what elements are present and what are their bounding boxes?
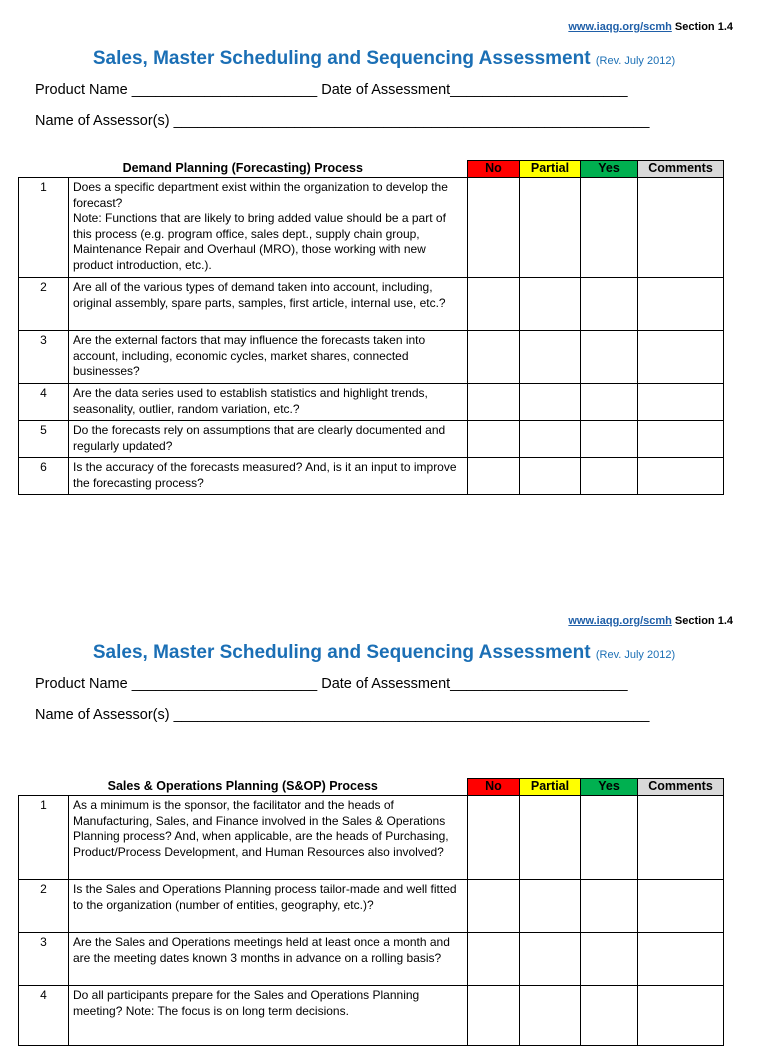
row-number: 1 xyxy=(19,796,69,880)
question-text: Do all participants prepare for the Sales and Operations Planning meeting? Note: The focus is on long term decisions. xyxy=(69,986,468,1046)
cell-no[interactable] xyxy=(468,880,520,933)
table-row xyxy=(19,331,724,384)
question-text: Are the data series used to establish statistics and highlight trends, seasonality, outlier, random variation, etc.? xyxy=(69,384,468,421)
cell-no[interactable] xyxy=(468,933,520,986)
row-number: 1 xyxy=(19,178,69,278)
title-rev: (Rev. July 2012) xyxy=(595,649,676,661)
cell-yes[interactable] xyxy=(581,986,638,1046)
cell-comments[interactable] xyxy=(638,986,724,1046)
section-heading: Demand Planning (Forecasting) Process xyxy=(19,161,468,178)
cell-partial[interactable] xyxy=(520,458,581,495)
cell-no[interactable] xyxy=(468,278,520,331)
cell-yes[interactable] xyxy=(581,880,638,933)
cell-yes[interactable] xyxy=(581,458,638,495)
section-label: Section 1.4 xyxy=(674,615,733,627)
cell-no[interactable] xyxy=(468,331,520,384)
table-row xyxy=(19,933,724,986)
cell-no[interactable] xyxy=(468,458,520,495)
table-row xyxy=(19,278,724,331)
cell-yes[interactable] xyxy=(581,178,638,278)
cell-no[interactable] xyxy=(468,384,520,421)
question-text: Are the Sales and Operations meetings held at least once a month and are the meeting dates known 3 months in advance on a rolling basis? xyxy=(69,933,468,986)
col-yes: Yes xyxy=(581,779,638,796)
cell-partial[interactable] xyxy=(520,384,581,421)
cell-partial[interactable] xyxy=(520,331,581,384)
title-main: Sales, Master Scheduling and Sequencing Assessment xyxy=(92,642,591,663)
row-number: 6 xyxy=(19,458,69,495)
question-text xyxy=(69,178,468,278)
cell-partial[interactable] xyxy=(520,178,581,278)
cell-comments[interactable] xyxy=(638,933,724,986)
cell-partial[interactable] xyxy=(520,421,581,458)
question-text: Is the Sales and Operations Planning process tailor-made and well fitted to the organization (number of entities, geography, etc.)? xyxy=(69,880,468,933)
question-text: As a minimum is the sponsor, the facilitator and the heads of Manufacturing, Sales, and Finance involved in the Sales & Operations Planning process? And, when applicable, are the heads of Purchasing, Product/Process Development, and Human Resources also involved? xyxy=(69,796,468,880)
cell-no[interactable] xyxy=(468,986,520,1046)
title-main: Sales, Master Scheduling and Sequencing Assessment xyxy=(92,48,591,69)
section-label: Section 1.4 xyxy=(674,21,733,33)
date-of-assessment-field[interactable]: Date of Assessment______________________ xyxy=(321,82,628,98)
question-text: Is the accuracy of the forecasts measured? And, is it an input to improve the forecasting process? xyxy=(69,458,468,495)
cell-partial[interactable] xyxy=(520,278,581,331)
cell-yes[interactable] xyxy=(581,384,638,421)
cell-comments[interactable] xyxy=(638,331,724,384)
product-name-field[interactable]: Product Name _______________________ xyxy=(35,82,318,98)
iaqg-link[interactable]: www.iaqg.org/scmh xyxy=(568,21,672,33)
cell-comments[interactable] xyxy=(638,880,724,933)
question-text-body: Does a specific department exist within the organization to develop the forecast? Note: Functions that are likely to bring added value should be a part of this process (e.g. program office, sales dept., supply chain group, Maintenance Repair and Overhaul (MRO), those working with new product introduction, etc.). xyxy=(73,180,448,272)
question-text: Are the external factors that may influence the forecasts taken into account, including, economic cycles, market shares, connected businesses? xyxy=(69,331,468,384)
title-rev: (Rev. July 2012) xyxy=(595,55,676,67)
cell-yes[interactable] xyxy=(581,421,638,458)
cell-comments[interactable] xyxy=(638,458,724,495)
cell-yes[interactable] xyxy=(581,933,638,986)
row-number: 4 xyxy=(19,384,69,421)
table-row xyxy=(19,178,724,278)
header-reference xyxy=(568,21,733,33)
page-title xyxy=(0,48,768,70)
date-of-assessment-field[interactable]: Date of Assessment______________________ xyxy=(321,676,628,692)
cell-yes[interactable] xyxy=(581,331,638,384)
question-text: Are all of the various types of demand taken into account, including, original assembly, spare parts, samples, first article, internal use, etc.? xyxy=(69,278,468,331)
cell-comments[interactable] xyxy=(638,421,724,458)
cell-partial[interactable] xyxy=(520,986,581,1046)
cell-comments[interactable] xyxy=(638,278,724,331)
table-row xyxy=(19,458,724,495)
table-row xyxy=(19,384,724,421)
table-row xyxy=(19,796,724,880)
assessor-field[interactable]: Name of Assessor(s) ___________________________________________________________ xyxy=(35,707,650,723)
row-number: 2 xyxy=(19,880,69,933)
cell-comments[interactable] xyxy=(638,796,724,880)
table-header-row xyxy=(19,779,724,796)
header-reference xyxy=(568,615,733,627)
row-number: 5 xyxy=(19,421,69,458)
cell-comments[interactable] xyxy=(638,178,724,278)
col-yes: Yes xyxy=(581,161,638,178)
assessment-table-sop xyxy=(18,778,724,1046)
table-row xyxy=(19,880,724,933)
cell-yes[interactable] xyxy=(581,796,638,880)
cell-no[interactable] xyxy=(468,796,520,880)
cell-comments[interactable] xyxy=(638,384,724,421)
question-text: Do the forecasts rely on assumptions that are clearly documented and regularly updated? xyxy=(69,421,468,458)
table-row xyxy=(19,421,724,458)
iaqg-link[interactable]: www.iaqg.org/scmh xyxy=(568,615,672,627)
product-name-field[interactable]: Product Name _______________________ xyxy=(35,676,318,692)
row-number: 3 xyxy=(19,933,69,986)
section-heading: Sales & Operations Planning (S&OP) Process xyxy=(19,779,468,796)
row-number: 3 xyxy=(19,331,69,384)
cell-yes[interactable] xyxy=(581,278,638,331)
assessment-table-demand xyxy=(18,160,724,495)
col-no: No xyxy=(468,779,520,796)
form-line-product xyxy=(35,676,628,692)
form-line-product xyxy=(35,82,628,98)
table-row xyxy=(19,986,724,1046)
col-partial: Partial xyxy=(520,161,581,178)
row-number: 4 xyxy=(19,986,69,1046)
table-header-row xyxy=(19,161,724,178)
page-title xyxy=(0,642,768,664)
cell-partial[interactable] xyxy=(520,880,581,933)
col-partial: Partial xyxy=(520,779,581,796)
row-number: 2 xyxy=(19,278,69,331)
cell-no[interactable] xyxy=(468,178,520,278)
col-comments: Comments xyxy=(638,161,724,178)
cell-partial[interactable] xyxy=(520,933,581,986)
assessor-field[interactable]: Name of Assessor(s) ___________________________________________________________ xyxy=(35,113,650,129)
col-no: No xyxy=(468,161,520,178)
cell-no[interactable] xyxy=(468,421,520,458)
cell-partial[interactable] xyxy=(520,796,581,880)
col-comments: Comments xyxy=(638,779,724,796)
